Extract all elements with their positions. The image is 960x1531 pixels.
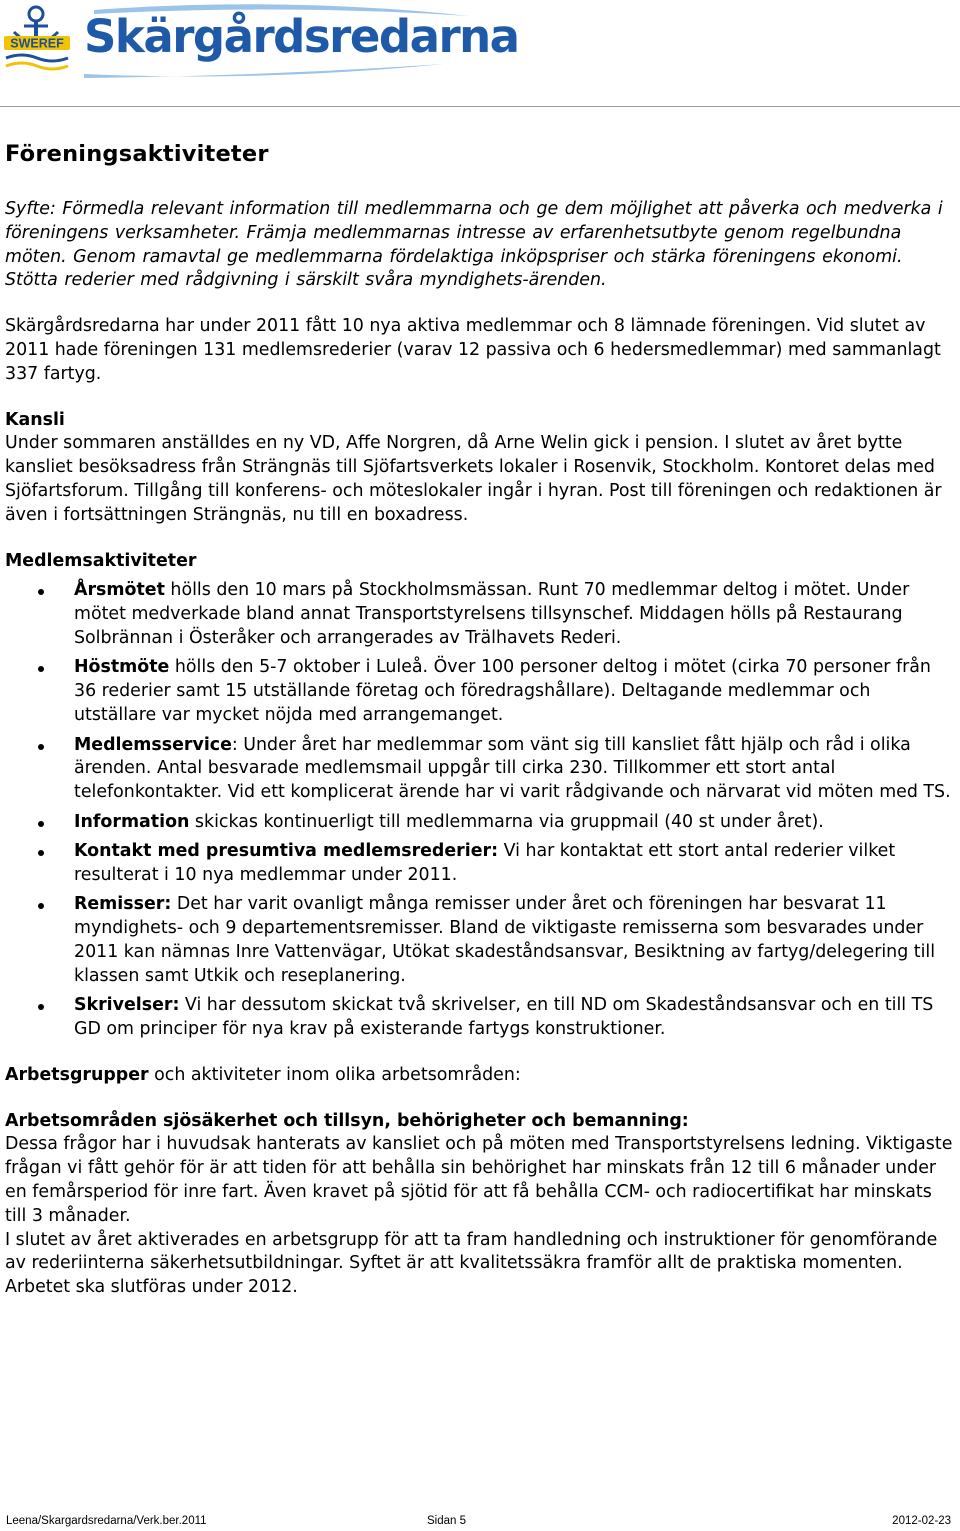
- medlemsaktiviteter-section: [5, 550, 955, 1042]
- item-text: Vi har kontaktat ett stort antal rederier vilket resulterat i 10 nya medlemmar under 2011.: [74, 841, 896, 885]
- item-lead: Information: [74, 811, 190, 832]
- kansli-text: Under sommaren anställdes en ny VD, Affe Norgren, då Arne Welin gick i pension. I slutet av året bytte kansliet besöksadress från Strängnäs till Sjöfartsverkets lokaler i Rosenvik, Stockholm. Kontoret delas med Sjöfartsforum. Tillgång till konferens- och möteslokaler ingår i hyran. Post till föreningen och redaktionen är även i fortsättningen Strängnäs, nu till en boxadress.: [5, 433, 942, 525]
- item-lead: Höstmöte: [74, 657, 170, 678]
- footer-page-number: Sidan 5: [427, 1515, 467, 1527]
- bullet-icon: [38, 744, 44, 750]
- arbetsgrupper-line: [5, 1064, 955, 1088]
- document-body: [5, 140, 955, 1300]
- membership-paragraph: Skärgårdsredarna har under 2011 fått 10 nya aktiva medlemmar och 8 lämnade föreningen. Vid slutet av 2011 hade föreningen 131 medlemsrederier (varav 12 passiva och 6 hedersmedlemmar) med sammanlagt 337 fartyg.: [5, 316, 941, 384]
- header-divider: [0, 106, 960, 107]
- emblem-label: SWEREF: [10, 36, 64, 51]
- item-text: hölls den 5-7 oktober i Luleå. Över 100 personer deltog i mötet (cirka 70 personer från 36 rederier samt 15 utställande företag och föredragshållare). Deltagande medlemmar och utställare var mycket nöjda med arrangemanget.: [74, 657, 931, 726]
- item-lead: Kontakt med presumtiva medlemsrederier:: [74, 841, 499, 862]
- arbetsgrupper-lead: Arbetsgrupper: [5, 1064, 149, 1085]
- item-text: skickas kontinuerligt till medlemmarna via gruppmail (40 st under året).: [189, 811, 824, 832]
- sweref-emblem-logo: [2, 2, 72, 78]
- bullet-icon: [38, 821, 44, 827]
- brand-name-logo: Skärgårdsredarna: [84, 10, 519, 63]
- bullet-icon: [38, 903, 44, 909]
- footer-file-path: Leena/Skargardsredarna/Verk.ber.2011: [6, 1515, 207, 1527]
- bullet-icon: [38, 666, 44, 672]
- footer-date: 2012-02-23: [892, 1515, 951, 1527]
- kansli-section: [5, 409, 955, 528]
- list-item: [5, 734, 955, 805]
- list-item: [5, 893, 955, 988]
- item-text: Vi har dessutom skickat två skrivelser, en till ND om Skadeståndsansvar och en till TS GD om principer för nya krav på existerande fartygs konstruktioner.: [74, 995, 934, 1040]
- list-item: [5, 994, 955, 1042]
- item-lead: Remisser:: [74, 894, 172, 915]
- list-item: [5, 656, 955, 727]
- list-item: [5, 840, 955, 888]
- page-header: [0, 0, 960, 110]
- sjosakerhet-text-1: Dessa frågor har i huvudsak hanterats av kansliet och på möten med Transportstyrelsens ledning. Viktigaste frågan vi fått gehör för är att tiden för att behålla sin behörighet har minskats från 12 till 6 månader under en femårsperiod för inre fart. Även kravet på sjötid för att få behålla CCM- och radiocertifikat har minskats till 3 månader.: [5, 1134, 953, 1226]
- purpose-paragraph: Syfte: Förmedla relevant information till medlemmarna och ge dem möjlighet att påverka och medverka i föreningens verksamheter. Främja medlemmarnas intresse av erfarenhetsutbyte genom regelbundna möten. Genom ramavtal ge medlemmarna fördelaktiga inköpspriser och stärka föreningens ekonomi. Stötta rederier med rådgivning i särskilt svåra myndighets-ärenden.: [5, 199, 943, 291]
- item-lead: Skrivelser:: [74, 995, 180, 1016]
- page-footer: [6, 1515, 951, 1531]
- medlemsaktiviteter-heading: Medlemsaktiviteter: [5, 550, 197, 571]
- bullet-icon: [38, 1004, 44, 1010]
- item-text: hölls den 10 mars på Stockholmsmässan. Runt 70 medlemmar deltog i mötet. Under mötet medverkade bland annat Transportstyrelsens tillsynschef. Middagen hölls på Restaurang Solbrännan i Österåker och arrangerades av Trälhavets Rederi.: [74, 580, 910, 648]
- item-text: : Under året har medlemmar som vänt sig till kansliet fått hjälp och råd i olika ärenden. Antal besvarade medlemsmail uppgår till cirka 230. Tillkommer ett stort antal telefonkontakter. Vid ett komplicerat ärende har vi varit rådgivande och närvarat vid möten med TS.: [74, 734, 951, 803]
- page-title: Föreningsaktiviteter: [5, 141, 269, 167]
- item-lead: Medlemsservice: [74, 734, 232, 755]
- sjosakerhet-heading: Arbetsområden sjösäkerhet och tillsyn, behörigheter och bemanning:: [5, 1110, 689, 1131]
- list-item: [5, 579, 955, 650]
- item-lead: Årsmötet: [74, 580, 165, 601]
- kansli-heading: Kansli: [5, 409, 65, 430]
- sjosakerhet-text-2: I slutet av året aktiverades en arbetsgrupp för att ta fram handledning och instruktioner för genomförande av rederiinterna säkerhetsutbildningar. Syftet är att kvalitetssäkra framför allt de praktiska momenten. Arbetet ska slutföras under 2012.: [5, 1229, 938, 1298]
- bullet-icon: [38, 589, 44, 595]
- item-text: Det har varit ovanligt många remisser under året och föreningen har besvarat 11 myndighets- och 9 departementsremisser. Bland de viktigaste remisserna som besvarades under 2011 kan nämnas Inre Vattenvägar, Utökat skadeståndsansvar, Besiktning av fartyg/delegering till klassen samt Utkik och reseplanering.: [74, 894, 936, 986]
- activity-list: [5, 579, 955, 1041]
- arbetsgrupper-text: och aktiviteter inom olika arbetsområden:: [148, 1064, 521, 1085]
- list-item: [5, 811, 955, 835]
- sjosakerhet-section: [5, 1110, 955, 1300]
- bullet-icon: [38, 850, 44, 856]
